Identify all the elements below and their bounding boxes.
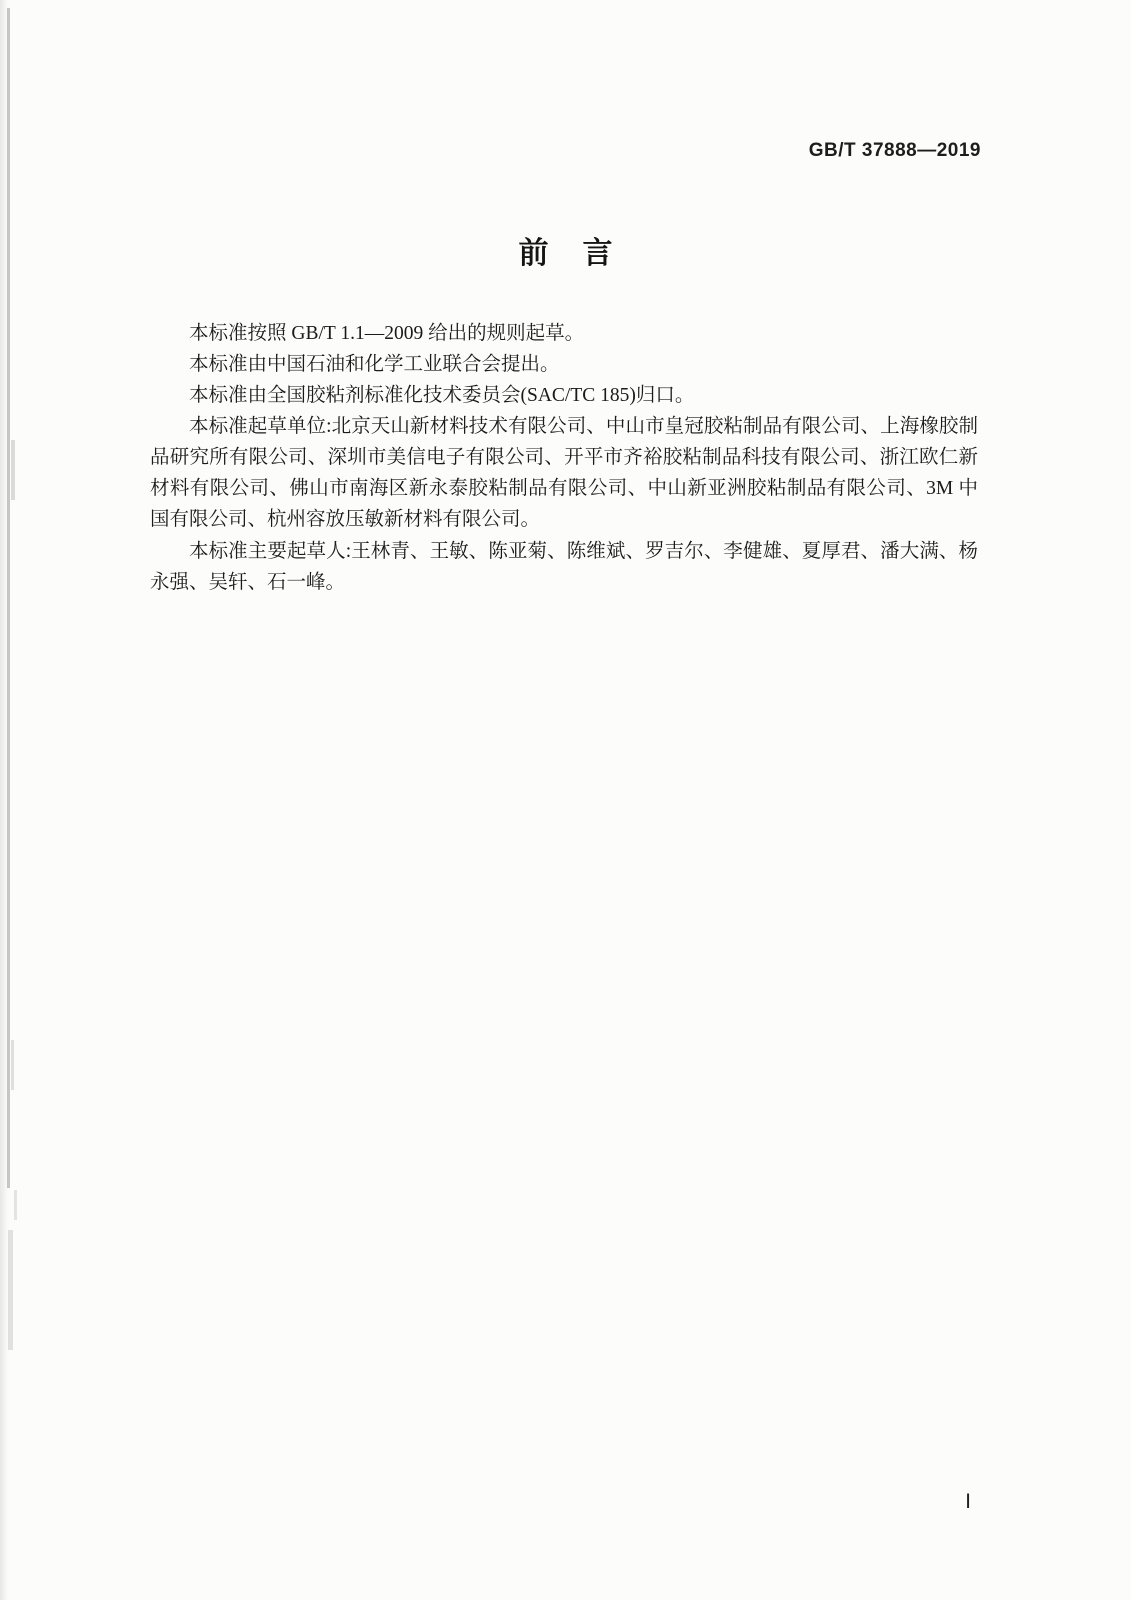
scan-streak-artifact <box>11 1040 14 1090</box>
scan-streak-artifact <box>14 1190 17 1220</box>
paragraph: 本标准由中国石油和化学工业联合会提出。 <box>189 354 560 375</box>
paragraph: 本标准按照 GB/T 1.1—2009 给出的规则起草。 <box>189 323 585 344</box>
scan-streak-artifact <box>7 8 10 1188</box>
page-title: 前言 <box>518 237 647 270</box>
paragraph: 本标准起草单位:北京天山新材料技术有限公司、中山市皇冠胶粘制品有限公司、上海橡胶制品研究所有限公司、深圳市美信电子有限公司、开平市齐裕胶粘制品科技有限公司、浙江欧仁新材料有限公司、佛山市南海区新永泰胶粘制品有限公司、中山新亚洲胶粘制品有限公司、3M 中国有限公司、杭州容放压敏新材料有限公司。 <box>150 416 978 530</box>
foreword-body <box>150 318 978 599</box>
paragraph: 本标准由全国胶粘剂标准化技术委员会(SAC/TC 185)归口。 <box>189 385 695 406</box>
page-number: Ⅰ <box>965 1491 971 1513</box>
standard-code-header: GB/T 37888—2019 <box>808 140 981 161</box>
scan-streak-artifact <box>8 1230 13 1350</box>
scan-streak-artifact <box>11 440 15 500</box>
paragraph: 本标准主要起草人:王林青、王敏、陈亚菊、陈维斌、罗吉尔、李健雄、夏厚君、潘大满、杨永强、吴轩、石一峰。 <box>150 541 978 593</box>
